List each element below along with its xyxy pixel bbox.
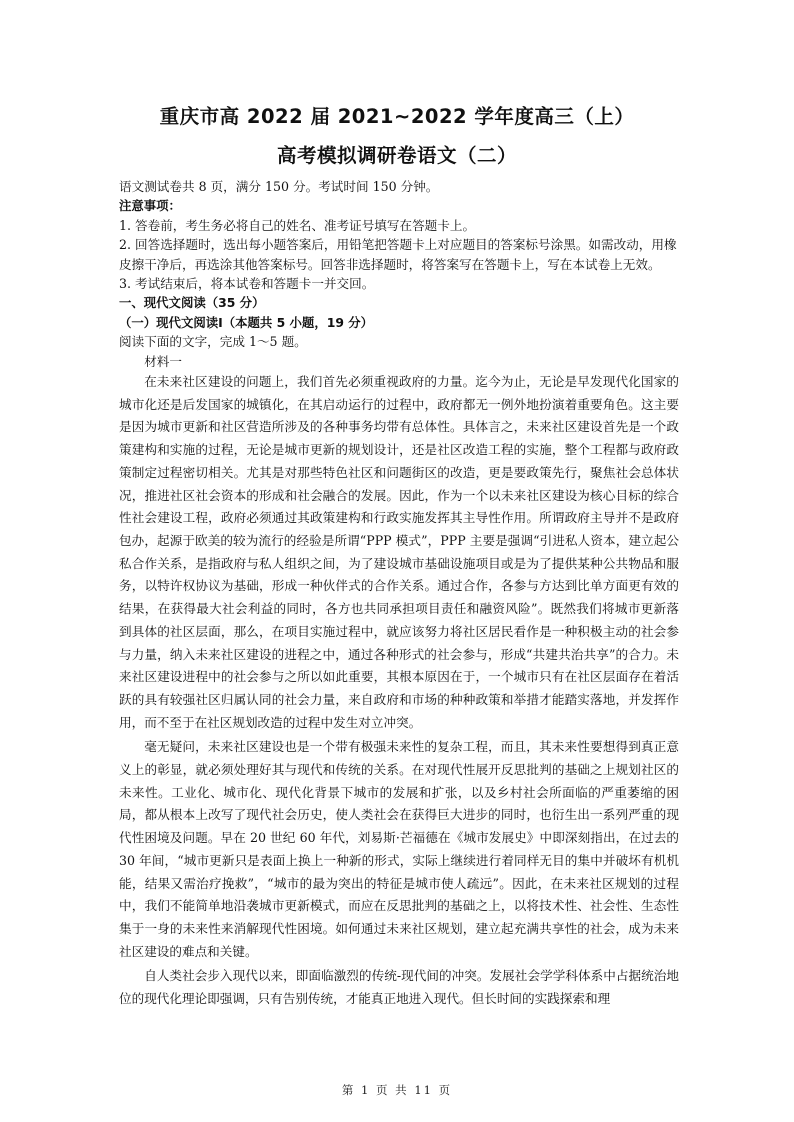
material-label: 材料一 — [144, 353, 182, 369]
section-heading: 一、现代文阅读（35 分） — [119, 295, 265, 311]
material-paragraph-1: 在未来社区建设的问题上，我们首先必须重视政府的力量。迄今为止，无论是早发现代化国家的城市化还是后发国家的城镇化，在其启动运行的过程中，政府都无一例外地扮演着重要角色。这主要是因为城市更新和社区营造所涉及的各种事务均带有总体性。具体言之，未来社区建设首先是一个政策建构和实施的过程，无论是城市更新的规划设计，还是社区改造工程的实施，整个工程都与政府政策制定过程密切相关。尤其是对那些特色社区和问题街区的改造，更是要政策先行，聚焦社会总体状况，推进社区社会资本的形成和社会融合的发展。因此，作为一个以未来社区建设为核心目标的综合性社会建设工程，政府必须通过其政策建构和行政实施发挥其主导性作用。所谓政府主导并不是政府包办，起源于欧美的较为流行的经验是所谓“PPP 模式”，PPP 主要是强调“引进私人资本，建立起公私合作关系，是指政府与私人组织之间，为了建设城市基础设施项目或是为了提供某种公共物品和服务，以特许权协议为基础，形成一种伙伴式的合作关系。通过合作，各参与方达到比单方面更有效的结果，在获得最大社会利益的同时，各方也共同承担项目责任和融资风险”。既然我们将城市更新落到具体的社区层面，那么，在项目实施过程中，就应该努力将社区居民看作是一种积极主动的社会参与力量，纳入未来社区建设的进程之中，通过各种形式的社会参与，形成“共建共治共享”的合力。未来社区建设进程中的社会参与之所以如此重要，其根本原因在于，一个城市只有在社区层面存在着活跃的具有较强社区归属认同的社会力量，来自政府和市场的种种政策和举措才能踏实落地，并发挥作用，而不至于在社区规划改造的过程中发生对立冲突。 — [119, 374, 679, 730]
exam-intro: 语文测试卷共 8 页，满分 150 分。考试时间 150 分钟。 — [119, 179, 439, 194]
exam-title-line1: 重庆市高 2022 届 2021~2022 学年度高三（上） — [159, 105, 635, 128]
material-paragraph-3: 自人类社会步入现代以来，即面临激烈的传统-现代间的冲突。发展社会学学科体系中占据统治地位的现代化理论即强调，只有告别传统，才能真正地进入现代。但长时间的实践探索和理 — [119, 968, 679, 1007]
notice-item-1: 1. 答卷前，考生务必将自己的姓名、准考证号填写在答题卡上。 — [119, 217, 476, 233]
exam-title-line2: 高考模拟调研卷语文（二） — [276, 144, 517, 167]
notice-heading: 注意事项： — [119, 198, 181, 214]
notice-item-2: 2. 回答选择题时，选出每小题答案后，用铅笔把答题卡上对应题目的答案标号涂黑。如需改动，用橡皮擦干净后，再选涂其他答案标号。回答非选择题时，将答案写在答题卡上，写在本试卷上无效。 — [119, 237, 677, 272]
page-content — [119, 177, 679, 1011]
sub-section-heading: （一）现代文阅读Ⅰ（本题共 5 小题，19 分） — [119, 314, 374, 330]
reading-instruction: 阅读下面的文字，完成 1～5 题。 — [119, 334, 307, 350]
material-paragraph-2: 毫无疑问，未来社区建设也是一个带有极强未来性的复杂工程，而且，其未来性要想得到真正意义上的彰显，就必须处理好其与现代和传统的关系。在对现代性展开反思批判的基础之上规划社区的未来性。工业化、城市化、现代化背景下城市的发展和扩张，以及乡村社会所面临的严重萎缩的困局，都从根本上改写了现代社会历史，使人类社会在获得巨大进步的同时，也衍生出一系列严重的现代性困境及问题。早在 20 世纪 60 年代，刘易斯·芒福德在《城市发展史》中即深刻指出，在过去的 30 年间，“城市更新只是表面上换上一种新的形式，实际上继续进行着同样无目的集中并破坏有机机能，结果又需治疗挽救”，“城市的最为突出的特征是城市使人疏远”。因此，在未来社区规划的过程中，我们不能简单地沿袭城市更新模式，而应在反思批判的基础之上，以将技术性、社会性、生态性集于一身的未来性来消解现代性困境。如何通过未来社区规划，建立起充满共享性的社会，成为未来社区建设的难点和关键。 — [119, 739, 679, 959]
notice-item-3: 3. 考试结束后，将本试卷和答题卡一并交回。 — [119, 276, 375, 292]
page-number-footer: 第 1 页 共 11 页 — [341, 1083, 453, 1097]
